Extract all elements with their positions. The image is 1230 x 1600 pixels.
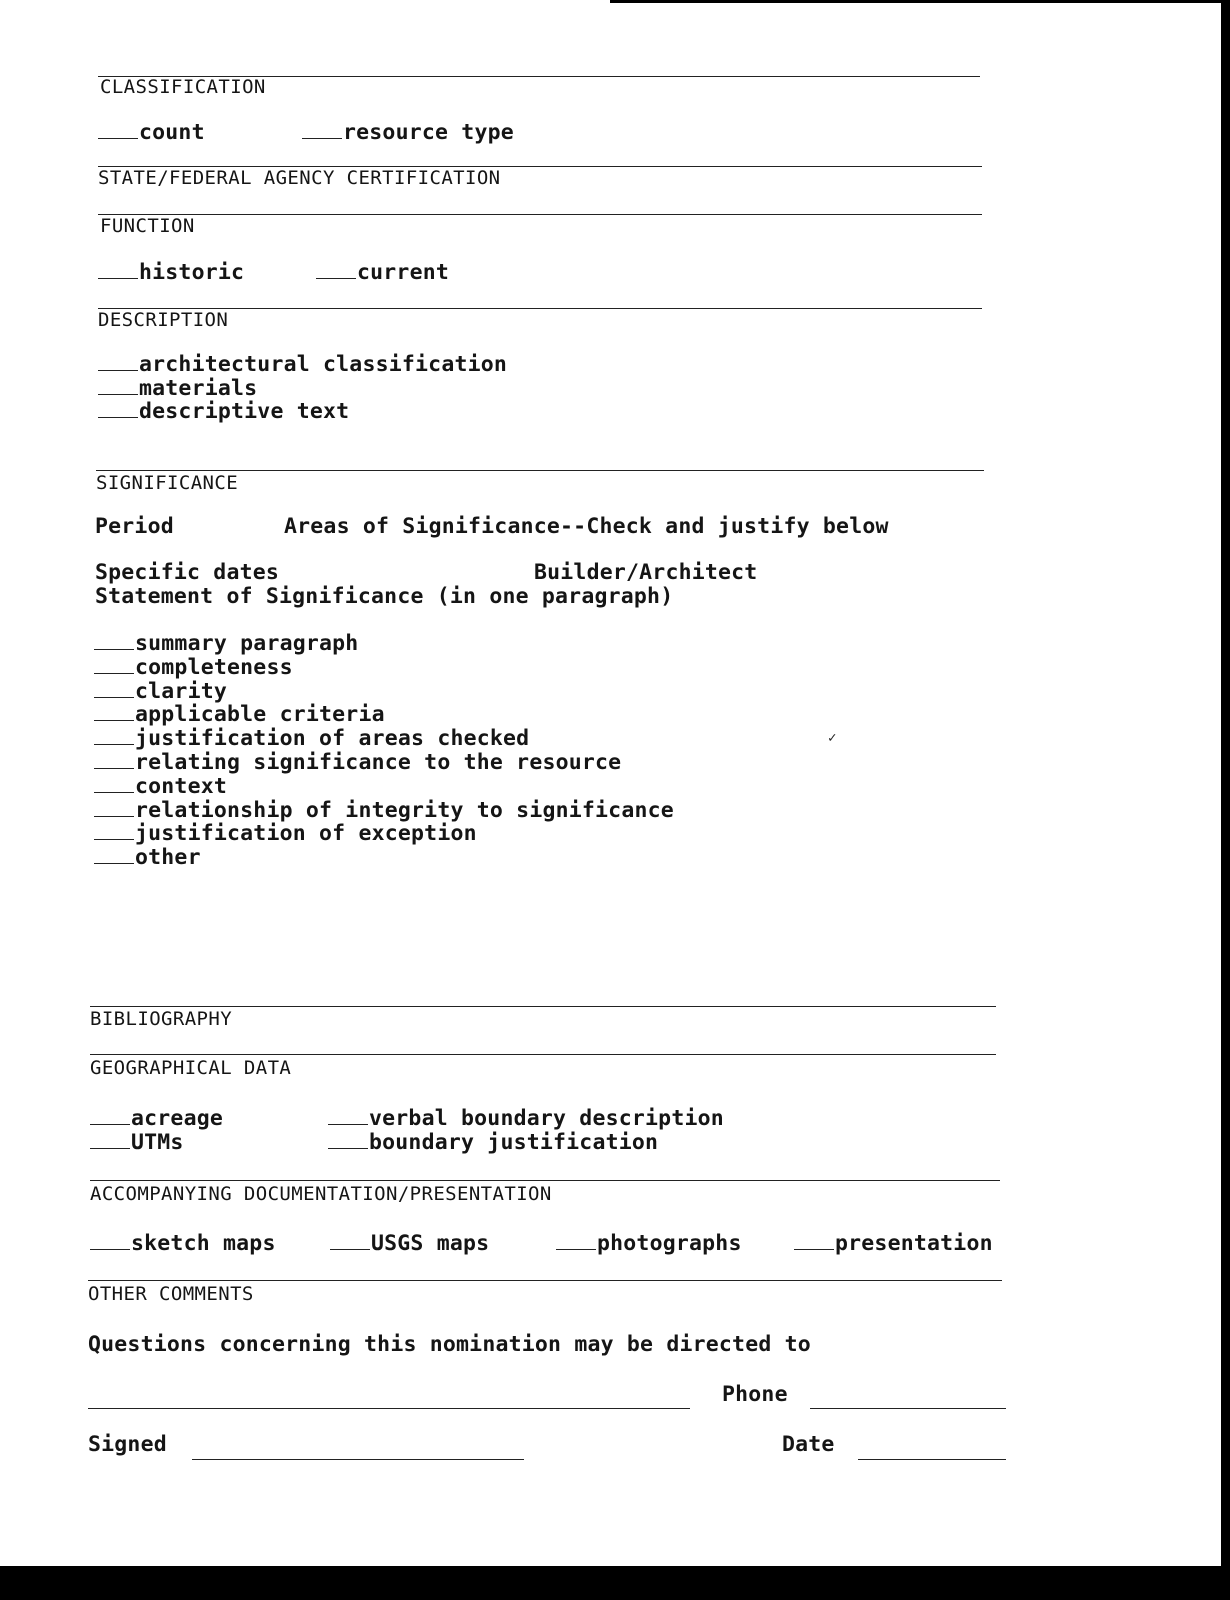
geographical-item[interactable]: verbal boundary description xyxy=(328,1108,724,1130)
checkbox-blank[interactable] xyxy=(794,1233,834,1250)
checkbox-blank[interactable] xyxy=(98,378,138,395)
significance-specific-dates-label: Specific dates xyxy=(95,560,280,585)
function-historic-item[interactable]: historic xyxy=(98,262,244,284)
significance-item[interactable]: justification of exception xyxy=(94,823,477,845)
documentation-item[interactable]: USGS maps xyxy=(330,1233,489,1255)
checkbox-blank[interactable] xyxy=(98,262,138,279)
checkbox-blank[interactable] xyxy=(98,401,138,418)
checkbox-blank[interactable] xyxy=(94,847,134,864)
questions-text: Questions concerning this nomination may be directed to xyxy=(88,1332,811,1357)
checkbox-blank[interactable] xyxy=(302,122,342,139)
checkbox-blank[interactable] xyxy=(90,1132,130,1149)
date-line[interactable] xyxy=(858,1459,1006,1460)
scan-bottom-border xyxy=(0,1566,1230,1600)
contact-name-line[interactable] xyxy=(88,1408,690,1409)
checkbox-blank[interactable] xyxy=(94,681,134,698)
scan-top-edge xyxy=(610,0,1230,3)
checkbox-blank[interactable] xyxy=(94,776,134,793)
section-rule xyxy=(88,1280,1002,1281)
significance-item[interactable]: relating significance to the resource xyxy=(94,752,621,774)
checkbox-blank[interactable] xyxy=(94,752,134,769)
description-item[interactable]: descriptive text xyxy=(98,401,349,423)
checkbox-blank[interactable] xyxy=(316,262,356,279)
checkbox-blank[interactable] xyxy=(94,657,134,674)
bibliography-heading: BIBLIOGRAPHY xyxy=(90,1008,233,1030)
checkbox-blank[interactable] xyxy=(98,122,138,139)
checkbox-blank[interactable] xyxy=(98,354,138,371)
checkbox-blank[interactable] xyxy=(90,1233,130,1250)
scan-right-border xyxy=(1221,0,1230,1600)
other-comments-heading: OTHER COMMENTS xyxy=(88,1283,254,1305)
section-rule xyxy=(98,308,982,309)
description-heading: DESCRIPTION xyxy=(98,309,229,331)
documentation-heading: ACCOMPANYING DOCUMENTATION/PRESENTATION xyxy=(90,1183,552,1205)
phone-line[interactable] xyxy=(810,1408,1006,1409)
significance-item[interactable]: other xyxy=(94,847,201,869)
significance-item[interactable]: summary paragraph xyxy=(94,633,358,655)
significance-heading: SIGNIFICANCE xyxy=(96,472,239,494)
checkbox-blank[interactable] xyxy=(330,1233,370,1250)
section-rule xyxy=(90,1054,996,1055)
documentation-item[interactable]: presentation xyxy=(794,1233,993,1255)
description-item[interactable]: architectural classification xyxy=(98,354,507,376)
checkbox-blank[interactable] xyxy=(94,704,134,721)
signature-line[interactable] xyxy=(192,1459,524,1460)
documentation-item[interactable]: photographs xyxy=(556,1233,742,1255)
date-label: Date xyxy=(782,1432,835,1457)
classification-count-item[interactable]: count xyxy=(98,122,205,144)
geographical-item[interactable]: boundary justification xyxy=(328,1132,658,1154)
section-rule xyxy=(90,1006,996,1007)
significance-item[interactable]: context xyxy=(94,776,227,798)
documentation-item[interactable]: sketch maps xyxy=(90,1233,276,1255)
checkbox-blank[interactable] xyxy=(90,1108,130,1125)
geographical-item[interactable]: UTMs xyxy=(90,1132,184,1154)
certification-heading: STATE/FEDERAL AGENCY CERTIFICATION xyxy=(98,167,501,189)
significance-statement-label: Statement of Significance (in one paragraph) xyxy=(95,584,674,609)
checkbox-blank[interactable] xyxy=(328,1132,368,1149)
significance-builder-label: Builder/Architect xyxy=(534,560,758,585)
function-current-item[interactable]: current xyxy=(316,262,449,284)
section-rule xyxy=(98,214,982,215)
checkbox-blank[interactable] xyxy=(556,1233,596,1250)
geographical-item[interactable]: acreage xyxy=(90,1108,223,1130)
phone-label: Phone xyxy=(722,1382,788,1407)
checkbox-blank[interactable] xyxy=(94,800,134,817)
stray-mark: ✓ xyxy=(828,730,837,746)
significance-item[interactable]: applicable criteria xyxy=(94,704,385,726)
section-rule xyxy=(96,470,984,471)
classification-resource-type-item[interactable]: resource type xyxy=(302,122,514,144)
significance-item[interactable]: clarity xyxy=(94,681,227,703)
checkbox-blank[interactable] xyxy=(94,823,134,840)
section-rule xyxy=(90,1180,1000,1181)
signed-label: Signed xyxy=(88,1432,167,1457)
checkbox-blank[interactable] xyxy=(328,1108,368,1125)
checkbox-blank[interactable] xyxy=(94,633,134,650)
classification-heading: CLASSIFICATION xyxy=(100,76,266,98)
function-heading: FUNCTION xyxy=(100,215,195,237)
description-item[interactable]: materials xyxy=(98,378,257,400)
significance-areas-label: Areas of Significance--Check and justify below xyxy=(284,514,889,539)
significance-item[interactable]: justification of areas checked xyxy=(94,728,529,750)
geographical-heading: GEOGRAPHICAL DATA xyxy=(90,1057,292,1079)
significance-period-label: Period xyxy=(95,514,174,539)
checkbox-blank[interactable] xyxy=(94,728,134,745)
significance-item[interactable]: relationship of integrity to significance xyxy=(94,800,674,822)
significance-item[interactable]: completeness xyxy=(94,657,293,679)
